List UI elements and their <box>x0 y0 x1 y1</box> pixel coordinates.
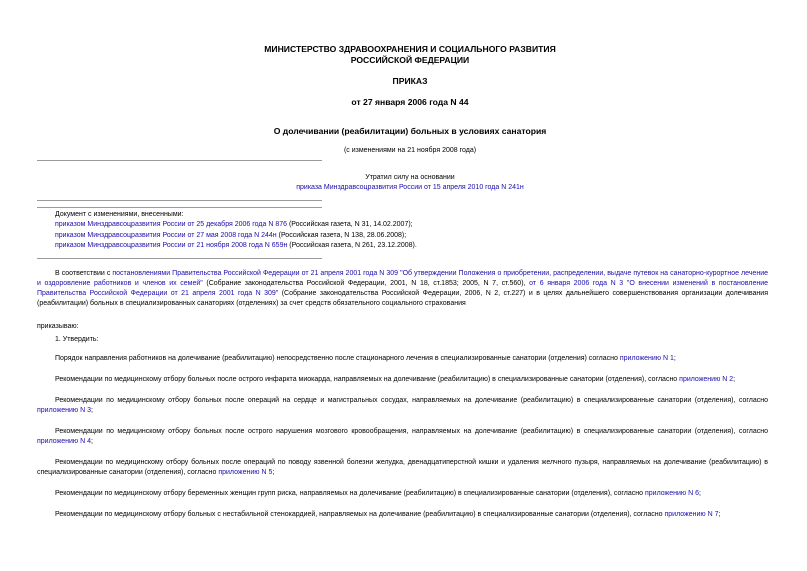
change-link-1[interactable]: приказом Минздравсоцразвития России от 25 декабря 2006 года N 876 <box>55 221 288 228</box>
item-end-5: ; <box>272 469 275 476</box>
item-end-3: ; <box>91 407 93 414</box>
item-text-2: Рекомендации по медицинскому отбору больных после острого инфаркта миокарда, направляемых на долечивание (реабилитацию) в специализированные санатории (отделения), согласно <box>55 376 680 383</box>
change-tail-1: (Российская газета, N 31, 14.02.2007); <box>287 221 413 228</box>
appendix-2-link[interactable]: приложению N 2 <box>679 376 734 383</box>
change-tail-3: (Российская газета, N 261, 23.12.2008). <box>287 242 417 249</box>
preamble-text-3: (Собрание законодательства Российской Федерации, 2006, N 2, ст.227) и в целях дальнейшего совершенствования организации долечивания (реабилитации) больных в специализированных санаториях (отделениях) за счет средств обязательного социального страхования <box>37 290 768 307</box>
item-end-6: ; <box>699 490 701 497</box>
appendix-7-link[interactable]: приложению N 7 <box>664 511 719 518</box>
item-end-7: ; <box>718 511 721 518</box>
preamble-text-2: (Собрание законодательства Российской Федерации, 2001, N 18, ст.1853; 2005, N 7, ст.560), <box>202 280 530 287</box>
divider-1 <box>37 160 322 161</box>
divider-2 <box>37 200 322 201</box>
divider-3 <box>37 207 322 208</box>
change-item <box>55 231 775 241</box>
doc-type: ПРИКАЗ <box>392 76 428 86</box>
repeal-order-link[interactable]: приказа Минздравсоцразвития России от 15 апреля 2010 года N 241н <box>296 184 524 191</box>
ministry-line-2: РОССИЙСКОЙ ФЕДЕРАЦИИ <box>350 55 470 65</box>
appendix-1-link[interactable]: приложению N 1 <box>619 355 674 362</box>
resolution-3-link[interactable]: от 6 января 2006 года N 3 "О внесении изменений в постановление Правительства Российской Федерации от 21 апреля 2001 года N 309" <box>37 280 769 297</box>
list-item <box>37 458 768 478</box>
item-end-4: ; <box>91 438 93 445</box>
list-item <box>37 375 768 385</box>
list-item <box>37 489 768 499</box>
item-end-2: ; <box>733 376 736 383</box>
appendix-3-link[interactable]: приложению N 3 <box>37 407 92 414</box>
change-link-2[interactable]: приказом Минздравсоцразвития России от 27 мая 2008 года N 244н <box>55 232 277 239</box>
doc-title: О долечивании (реабилитации) больных в условиях санатория <box>273 126 547 136</box>
order-word: приказываю: <box>37 323 79 330</box>
change-item <box>55 241 775 251</box>
change-link-3[interactable]: приказом Минздравсоцразвития России от 21 ноября 2008 года N 659н <box>55 242 288 249</box>
changes-intro: Документ с изменениями, внесенными: <box>55 211 184 218</box>
list-item <box>37 510 768 520</box>
list-item <box>37 354 768 364</box>
amend-note: (с изменениями на 21 ноября 2008 года) <box>343 147 477 154</box>
item-end-1: ; <box>673 355 676 362</box>
ministry-line-1: МИНИСТЕРСТВО ЗДРАВООХРАНЕНИЯ И СОЦИАЛЬНОГО РАЗВИТИЯ <box>264 44 556 54</box>
approve-line: 1. Утвердить: <box>55 336 99 343</box>
appendix-5-link[interactable]: приложению N 5 <box>218 469 273 476</box>
resolution-309-link[interactable]: постановлениями Правительства Российской Федерации от 21 апреля 2001 года N 309 "Об утверждении Положения о приобретении, распределении, выдаче путевок на санаторно-курортное лечение и оздоровление работников и членов их семей" <box>37 270 768 287</box>
list-item <box>37 427 768 447</box>
item-text-5: Рекомендации по медицинскому отбору больных после операций по поводу язвенной болезни желудка, двенадцатиперстной кишки и удаления желчного пузыря, направляемых на долечивание (реабилитацию) в специализированные санатории (отделения), согласно <box>37 459 768 476</box>
status-line-2 <box>150 183 670 193</box>
item-text-7: Рекомендации по медицинскому отбору больных с нестабильной стенокардией, направляемых на долечивание (реабилитацию) в специализированные санатории (отделения), согласно <box>55 511 665 518</box>
appendix-4-link[interactable]: приложению N 4 <box>37 438 92 445</box>
change-item <box>55 220 775 230</box>
list-item <box>37 396 768 416</box>
status-line: Утратил силу на основании <box>365 174 455 181</box>
item-text-3: Рекомендации по медицинскому отбору больных после операций на сердце и магистральных сосудах, направляемых на долечивание (реабилитацию) в специализированные санатории (отделения), согласно <box>55 397 768 404</box>
item-text-6: Рекомендации по медицинскому отбору беременных женщин групп риска, направляемых на долечивание (реабилитацию) в специализированные санатории (отделения), согласно <box>55 490 645 497</box>
divider-4 <box>37 258 322 259</box>
item-text-4: Рекомендации по медицинскому отбору больных после острого нарушения мозгового кровообращения, направляемых на долечивание (реабилитацию) в специализированные санатории (отделения), согласно <box>55 428 768 435</box>
change-tail-2: (Российская газета, N 138, 28.06.2008); <box>276 232 407 239</box>
preamble-paragraph <box>37 269 768 309</box>
doc-date: от 27 января 2006 года N 44 <box>351 97 469 107</box>
preamble-text-1: В соответствии с <box>55 270 113 277</box>
appendix-6-link[interactable]: приложению N 6 <box>644 490 699 497</box>
item-text-1: Порядок направления работников на долечивание (реабилитацию) непосредственно после стационарного лечения в специализированные санатории (отделения) согласно <box>55 355 620 362</box>
